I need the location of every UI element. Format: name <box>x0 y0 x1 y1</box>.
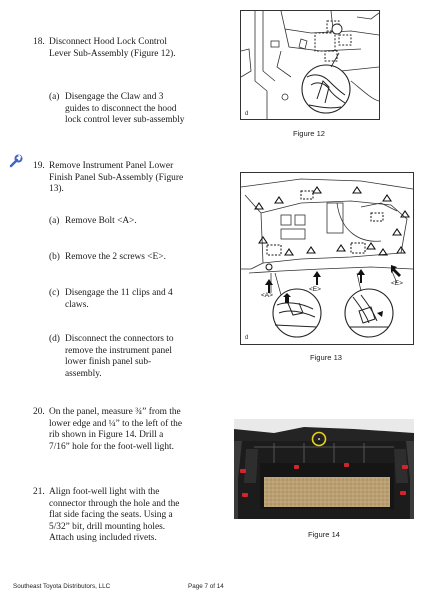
step-title-line: 13). <box>49 184 64 195</box>
step-title-line: Remove Instrument Panel Lower <box>49 161 174 171</box>
step-line: Attach using included rivets. <box>49 533 157 544</box>
step-number: 21. <box>33 487 45 497</box>
figure-14-caption: Figure 14 <box>307 530 341 539</box>
step-line: Align foot-well light with the <box>49 487 160 497</box>
step-line: rib shown in Figure 14. Drill a <box>49 430 164 441</box>
wrench-icon <box>9 154 23 168</box>
step-line: 7/16” hole for the foot-well light. <box>49 441 174 452</box>
substep-line: Remove Bolt <A>. <box>65 216 137 226</box>
figure-14-photo <box>234 419 414 519</box>
substep-line: Disconnect the connectors to <box>65 334 174 344</box>
figure-corner-mark: d <box>245 111 249 117</box>
step-line: lower edge and ¼” to the left of the <box>49 418 183 429</box>
step-number: 19. <box>33 161 45 171</box>
step-line: On the panel, measure ¾” from the <box>49 407 181 417</box>
substep-line: lower finish panel sub- <box>65 357 152 368</box>
substep-label: (a) <box>49 216 60 226</box>
substep-label: (d) <box>49 334 60 344</box>
label-screw-e: <E> <box>309 286 321 293</box>
substep-line: claws. <box>65 299 89 310</box>
figure-12-image <box>240 10 380 120</box>
label-bolt-a: <A> <box>261 292 273 299</box>
figure-13-caption: Figure 13 <box>309 353 343 362</box>
figure-corner-mark: d <box>245 335 249 341</box>
substep-line: remove the instrument panel <box>65 345 172 356</box>
footer-company: Southeast Toyota Distributors, LLC <box>13 583 111 590</box>
step-line: flat side facing the seats. Using a <box>49 510 173 521</box>
step-title-line: Disconnect Hood Lock Control <box>49 37 167 47</box>
figure-13-image <box>240 172 414 345</box>
substep-line: Remove the 2 screws <E>. <box>65 252 166 262</box>
step-title-line: Lever Sub-Assembly (Figure 12). <box>49 48 176 59</box>
footer-page-number: Page 7 of 14 <box>188 583 224 590</box>
step-number: 18. <box>33 37 45 47</box>
substep-line: Disengage the Claw and 3 <box>65 92 164 102</box>
substep-label: (a) <box>49 92 60 102</box>
step-number: 20. <box>33 407 45 417</box>
substep-line: guides to disconnect the hood <box>65 103 177 114</box>
step-line: connector through the hole and the <box>49 498 180 509</box>
label-screw-e: <E> <box>391 280 403 287</box>
step-line: 5/32” bit, drill mounting holes. <box>49 521 166 532</box>
substep-line: assembly. <box>65 368 102 379</box>
substep-line: Disengage the 11 clips and 4 <box>65 288 173 298</box>
substep-label: (b) <box>49 252 60 262</box>
substep-line: lock control lever sub-assembly <box>65 115 185 126</box>
figure-12-caption: Figure 12 <box>292 129 326 138</box>
substep-label: (c) <box>49 288 60 298</box>
step-title-line: Finish Panel Sub-Assembly (Figure <box>49 172 184 183</box>
